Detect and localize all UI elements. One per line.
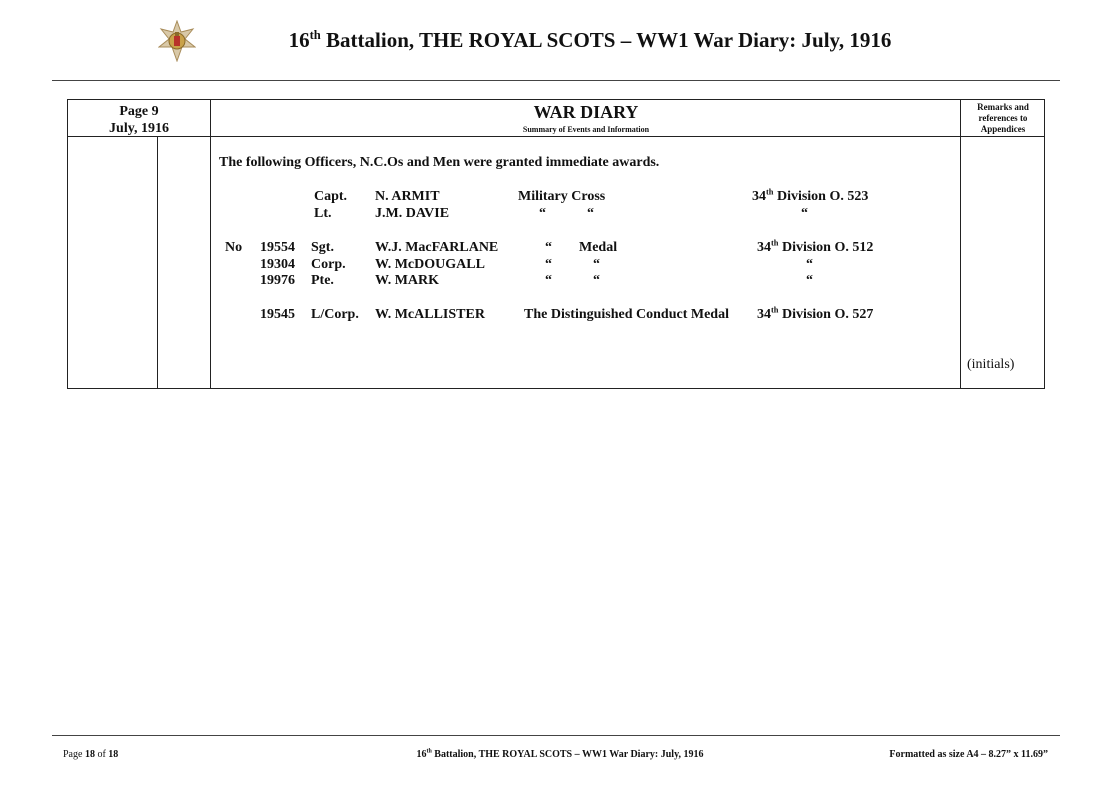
officer-name: N. ARMIT bbox=[375, 189, 440, 204]
remarks-column-heading: Remarks and references to Appendices bbox=[977, 102, 1029, 134]
ditto-mark: “ bbox=[539, 206, 546, 221]
service-number: 19554 bbox=[260, 240, 295, 255]
award-name: The Distinguished Conduct Medal bbox=[524, 307, 729, 322]
award-name: Military Cross bbox=[518, 189, 606, 204]
war-diary-table bbox=[67, 99, 1045, 389]
column-divider bbox=[960, 100, 961, 388]
war-diary-subtitle: Summary of Events and Information bbox=[522, 125, 650, 134]
ditto-mark: “ bbox=[593, 273, 600, 288]
ditto-mark: “ bbox=[587, 206, 594, 221]
award-name: Medal bbox=[579, 240, 618, 255]
soldier-name: W.J. MacFARLANE bbox=[375, 240, 499, 255]
no-label: No bbox=[225, 240, 243, 255]
footer-page-number: Page 18 of 18 bbox=[63, 749, 119, 760]
officer-rank: Lt. bbox=[314, 206, 332, 221]
footer-title: 16th Battalion, THE ROYAL SCOTS – WW1 War Diary: July, 1916 bbox=[416, 748, 704, 760]
soldier-rank: L/Corp. bbox=[311, 307, 359, 322]
ditto-mark: “ bbox=[801, 206, 808, 221]
initials-note: (initials) bbox=[967, 357, 1015, 372]
ditto-mark: “ bbox=[593, 257, 600, 272]
ditto-mark: “ bbox=[806, 257, 813, 272]
division-order: 34th Division O. 527 bbox=[757, 305, 874, 322]
service-number: 19304 bbox=[260, 257, 295, 272]
header-divider bbox=[52, 80, 1060, 81]
ditto-mark: “ bbox=[545, 273, 552, 288]
officer-rank: Capt. bbox=[314, 189, 348, 204]
page-date-label: Page 9 July, 1916 bbox=[109, 104, 169, 136]
soldier-rank: Corp. bbox=[311, 257, 346, 272]
footer-format-note: Formatted as size A4 – 8.27” x 11.69” bbox=[889, 749, 1048, 760]
division-order: 34th Division O. 512 bbox=[757, 238, 874, 255]
officer-name: J.M. DAVIE bbox=[375, 206, 450, 221]
column-divider bbox=[210, 100, 211, 388]
column-divider bbox=[157, 137, 158, 388]
page-title: 16th Battalion, THE ROYAL SCOTS – WW1 War Diary: July, 1916 bbox=[288, 28, 892, 52]
ditto-mark: “ bbox=[806, 273, 813, 288]
ditto-mark: “ bbox=[545, 257, 552, 272]
soldier-rank: Sgt. bbox=[311, 240, 334, 255]
service-number: 19545 bbox=[260, 307, 295, 322]
soldier-name: W. McALLISTER bbox=[375, 307, 485, 322]
header-row-divider bbox=[68, 136, 1044, 137]
soldier-name: W. MARK bbox=[375, 273, 440, 288]
regimental-badge-icon bbox=[158, 20, 196, 62]
division-order: 34th Division O. 523 bbox=[752, 187, 869, 204]
awards-intro: The following Officers, N.C.Os and Men were granted immediate awards. bbox=[219, 155, 660, 170]
soldier-rank: Pte. bbox=[311, 273, 334, 288]
ditto-mark: “ bbox=[545, 240, 552, 255]
service-number: 19976 bbox=[260, 273, 295, 288]
soldier-name: W. McDOUGALL bbox=[375, 257, 485, 272]
war-diary-heading: WAR DIARY bbox=[533, 102, 639, 122]
footer-divider bbox=[52, 735, 1060, 736]
